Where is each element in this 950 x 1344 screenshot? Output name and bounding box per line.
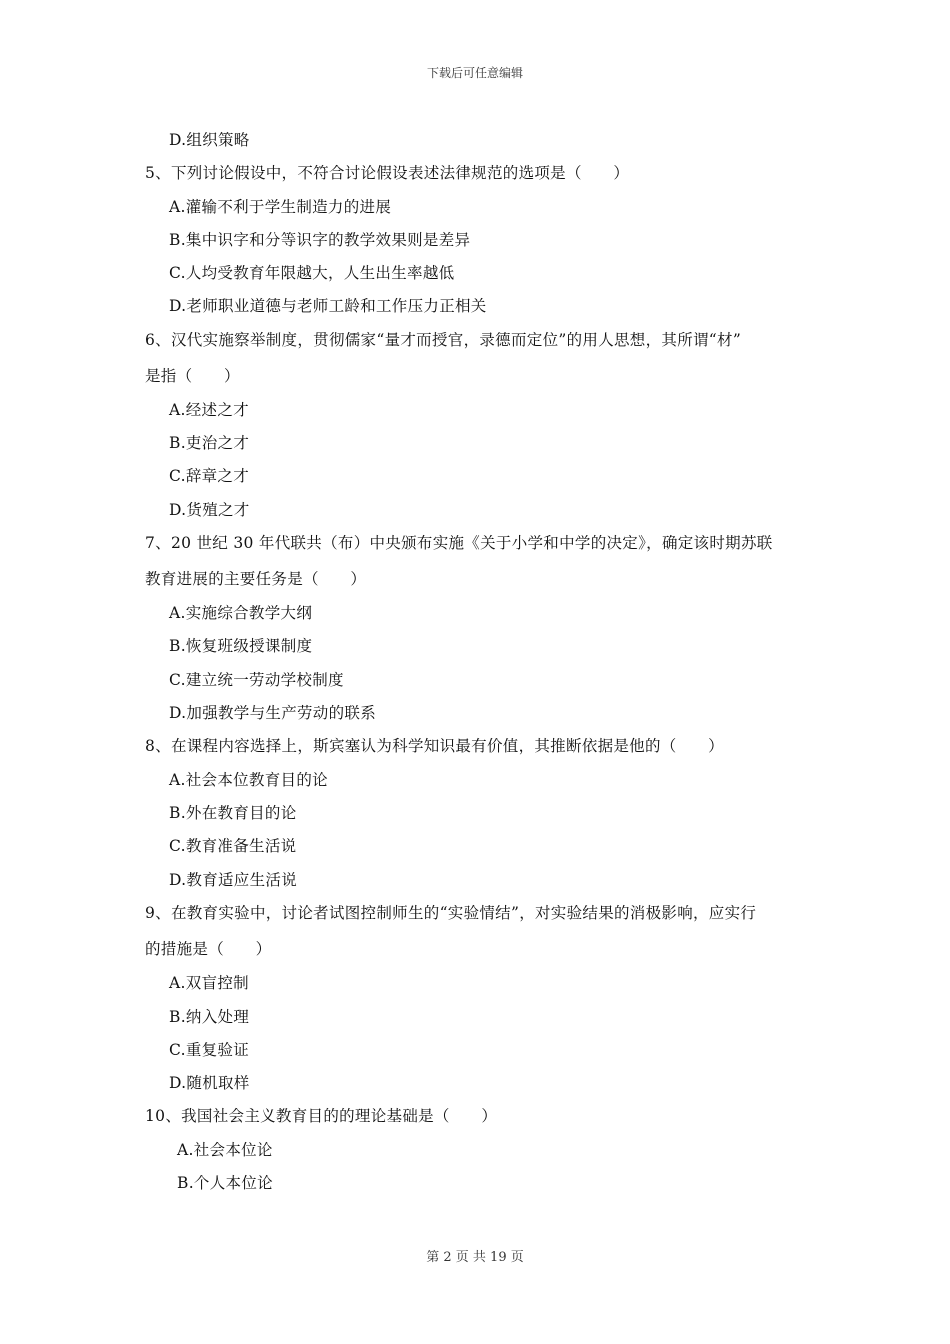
option-line: C.建立统一劳动学校制度 <box>169 671 344 689</box>
option-line: D.加强教学与生产劳动的联系 <box>169 704 377 722</box>
option-line: C.人均受教育年限越大，人生出生率越低 <box>169 264 455 282</box>
question-line: 7、20 世纪 30 年代联共（布）中央颁布实施《关于小学和中学的决定》，确定该时期苏联 <box>145 534 773 552</box>
option-line: D.老师职业道德与老师工龄和工作压力正相关 <box>169 297 487 315</box>
option-line: C.辞章之才 <box>169 467 250 485</box>
option-line: B.恢复班级授课制度 <box>169 637 313 655</box>
option-line: A.双盲控制 <box>169 974 249 992</box>
option-line: A.社会本位教育目的论 <box>169 771 328 789</box>
option-line: B.外在教育目的论 <box>169 804 297 822</box>
page-footer: 第 2 页 共 19 页 <box>426 1250 524 1265</box>
option-line: D.组织策略 <box>169 131 250 149</box>
option-line: B.纳入处理 <box>169 1008 250 1026</box>
question-line: 6、汉代实施察举制度，贯彻儒家“量才而授官，录德而定位”的用人思想，其所谓“材” <box>145 331 742 349</box>
question-line: 教育进展的主要任务是（ ） <box>145 570 367 588</box>
option-line: B.集中识字和分等识字的教学效果则是差异 <box>169 231 471 249</box>
page-header: 下载后可任意编辑 <box>426 66 523 80</box>
question-line: 8、在课程内容选择上，斯宾塞认为科学知识最有价值，其推断依据是他的（ ） <box>145 737 724 755</box>
option-line: A.实施综合教学大纲 <box>169 604 313 622</box>
question-line: 5、下列讨论假设中，不符合讨论假设表述法律规范的选项是（ ） <box>145 164 630 182</box>
option-line: A.经述之才 <box>169 401 249 419</box>
option-line: C.教育准备生活说 <box>169 837 297 855</box>
option-line: B.吏治之才 <box>169 434 250 452</box>
question-line: 是指（ ） <box>145 367 240 385</box>
option-line: A.社会本位论 <box>177 1141 273 1159</box>
question-line: 10、我国社会主义教育目的的理论基础是（ ） <box>145 1107 498 1125</box>
option-line: A.灌输不利于学生制造力的进展 <box>169 198 392 216</box>
option-line: C.重复验证 <box>169 1041 250 1059</box>
option-line: D.随机取样 <box>169 1074 250 1092</box>
option-line: D.货殖之才 <box>169 501 250 519</box>
option-line: B.个人本位论 <box>177 1174 273 1192</box>
question-line: 的措施是（ ） <box>145 940 272 958</box>
question-line: 9、在教育实验中，讨论者试图控制师生的“实验情结”，对实验结果的消极影响，应实行 <box>145 904 757 922</box>
option-line: D.教育适应生活说 <box>169 871 298 889</box>
